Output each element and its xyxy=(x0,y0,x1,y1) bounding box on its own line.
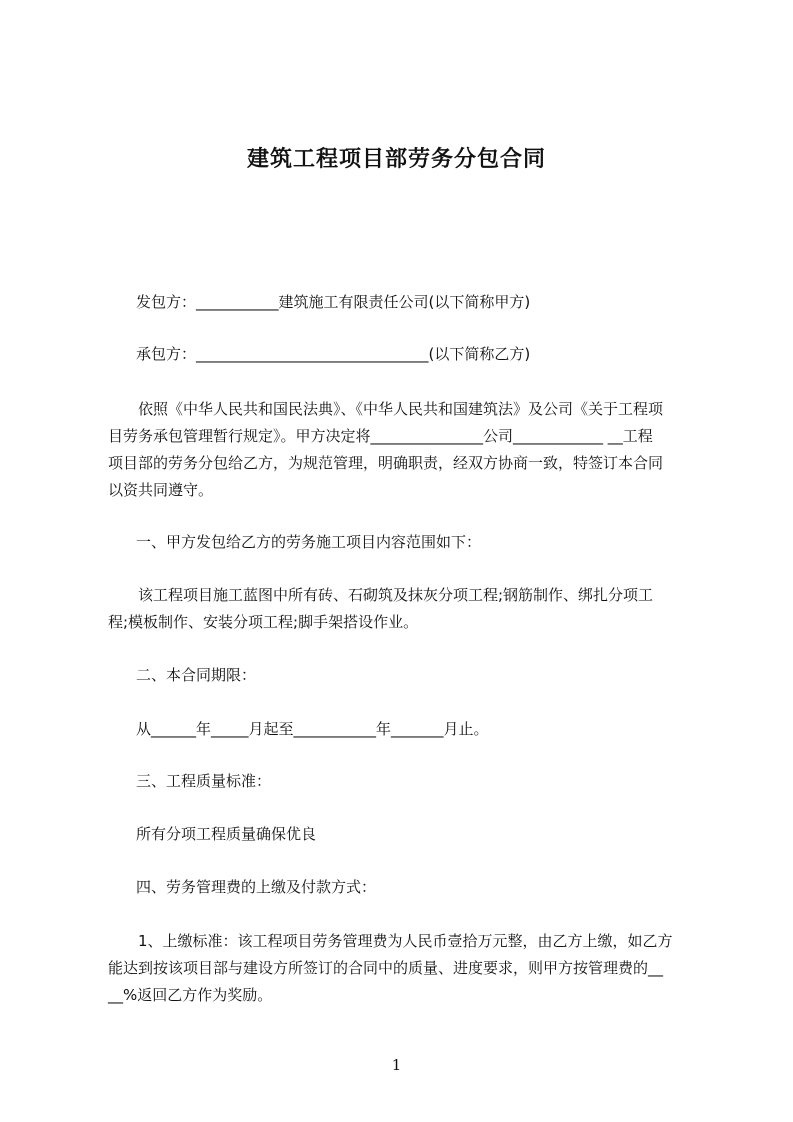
section-3-heading: 三、工程质量标准： xyxy=(136,772,272,790)
preamble-line-4: 以资共同遵守。 xyxy=(108,481,214,499)
section-1-body-line-2: 程;模板制作、安装分项工程;脚手架搭设作业。 xyxy=(108,613,419,631)
contract-period-line: 从______年_____月起至___________年_______月止。 xyxy=(136,720,489,738)
quality-standard-line: 所有分项工程质量确保优良 xyxy=(136,825,317,843)
preamble-line-1: 依照《中华人民共和国民法典》、《中华人民共和国建筑法》及公司《关于工程项 xyxy=(138,400,664,418)
section-1-body-line-1: 该工程项目施工蓝图中所有砖、石砌筑及抹灰分项工程;钢筋制作、绑扎分项工 xyxy=(138,586,654,604)
party-a-line: 发包方：___________建筑施工有限责任公司(以下简称甲方) xyxy=(136,293,531,311)
section-4-heading: 四、劳务管理费的上缴及付款方式： xyxy=(136,878,377,896)
payment-clause-line-1: 1、上缴标准：该工程项目劳务管理费为人民币壹拾万元整，由乙方上缴，如乙方 xyxy=(138,932,673,950)
section-2-heading: 二、本合同期限： xyxy=(136,666,257,684)
payment-clause-line-2: 能达到按该项目部与建设方所签订的合同中的质量、进度要求，则甲方按管理费的__ xyxy=(108,959,664,977)
page-title: 建筑工程项目部劳务分包合同 xyxy=(246,147,546,172)
preamble-line-3: 项目部的劳务分包给乙方，为规范管理，明确职责，经双方协商一致，特签订本合同 xyxy=(108,454,664,472)
payment-clause-line-3: __%返回乙方作为奖励。 xyxy=(108,986,273,1004)
page-number: 1 xyxy=(391,1056,402,1074)
preamble-line-2: 目劳务承包管理暂行规定》。甲方决定将_______________公司____________ __工程 xyxy=(108,427,653,445)
section-1-heading: 一、甲方发包给乙方的劳务施工项目内容范围如下： xyxy=(136,533,482,551)
party-b-line: 承包方：_______________________________(以下简称乙方) xyxy=(136,345,531,363)
